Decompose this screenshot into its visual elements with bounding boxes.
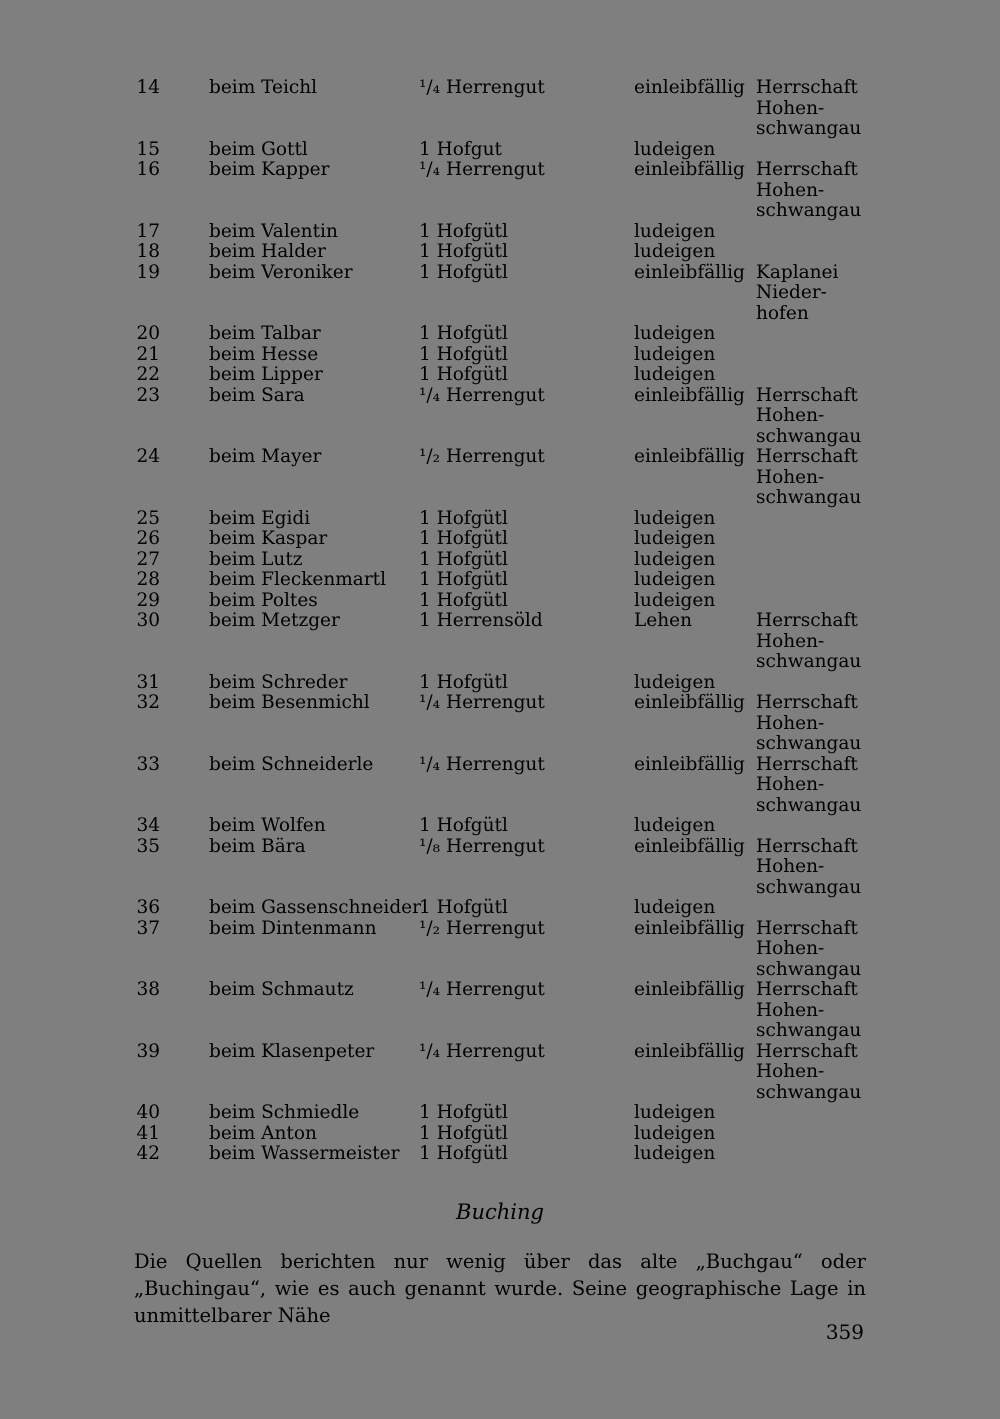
farm-name: beim Kaspar [209, 528, 328, 549]
tenure-status: ludeigen [634, 1102, 716, 1123]
tenure-status: ludeigen [634, 548, 716, 570]
farm-size: 1 Hofgütl [419, 815, 508, 836]
farm-name: beim Halder [209, 241, 326, 262]
row-number: 20 [136, 323, 160, 344]
table-row [0, 570, 1000, 591]
row-number: 39 [136, 1040, 160, 1062]
farm-name: beim Gassenschneider [209, 897, 421, 918]
farm-name: beim Besenmichl [209, 692, 370, 713]
row-number: 22 [136, 364, 160, 385]
table-row [0, 263, 1000, 325]
tenure-status: einleibfällig [634, 835, 745, 857]
farm-name: beim Hesse [209, 343, 319, 365]
row-number: 40 [136, 1102, 160, 1123]
table-row [0, 755, 1000, 817]
tenure-status: einleibfällig [634, 692, 745, 713]
row-number: 31 [136, 671, 160, 693]
table-row [0, 529, 1000, 550]
table-row [0, 1042, 1000, 1104]
farm-name: beim Sara [209, 384, 305, 406]
row-number: 38 [136, 979, 160, 1000]
farm-size: ¹/₄ Herrengut [419, 77, 545, 98]
farm-size: ¹/₄ Herrengut [419, 753, 545, 775]
farm-name: beim Schreder [209, 671, 348, 693]
farm-size: 1 Hofgütl [419, 1122, 508, 1144]
row-number: 21 [136, 343, 160, 365]
tenure-status: einleibfällig [634, 753, 745, 775]
table-row [0, 1124, 1000, 1145]
table-row [0, 222, 1000, 243]
row-number: 19 [136, 261, 160, 283]
owner: Herrschaft Hohen- schwangau [756, 917, 862, 980]
tenure-status: Lehen [634, 610, 693, 631]
owner: Herrschaft Hohen- schwangau [756, 753, 862, 816]
farm-size: ¹/₂ Herrengut [419, 446, 545, 467]
tenure-status: ludeigen [634, 528, 716, 549]
table-row [0, 78, 1000, 140]
farm-name: beim Gottl [209, 138, 308, 160]
farm-name: beim Bära [209, 835, 306, 857]
tenure-status: ludeigen [634, 241, 716, 262]
row-number: 37 [136, 917, 160, 939]
farm-size: 1 Hofgütl [419, 241, 508, 262]
table-row [0, 386, 1000, 448]
farm-name: beim Wassermeister [209, 1143, 400, 1164]
row-number: 18 [136, 241, 160, 262]
farm-size: 1 Hofgütl [419, 220, 508, 242]
farm-size: ¹/₄ Herrengut [419, 384, 545, 406]
farm-size: 1 Hofgütl [419, 671, 508, 693]
table-row [0, 898, 1000, 919]
farm-name: beim Fleckenmartl [209, 569, 387, 590]
tenure-status: ludeigen [634, 138, 716, 160]
tenure-status: einleibfällig [634, 384, 745, 406]
tenure-status: ludeigen [634, 323, 716, 344]
table-row [0, 611, 1000, 673]
farm-size: 1 Hofgütl [419, 261, 508, 283]
tenure-status: einleibfällig [634, 979, 745, 1000]
tenure-status: ludeigen [634, 569, 716, 590]
row-number: 24 [136, 446, 160, 467]
farm-size: 1 Herrensöld [419, 610, 543, 631]
tenure-status: ludeigen [634, 507, 716, 529]
table-row [0, 816, 1000, 837]
page-number: 359 [825, 1320, 864, 1344]
row-number: 36 [136, 897, 160, 918]
farm-size: 1 Hofgütl [419, 1143, 508, 1164]
farm-name: beim Valentin [209, 220, 338, 242]
row-number: 32 [136, 692, 160, 713]
table-row [0, 591, 1000, 612]
table-row [0, 980, 1000, 1042]
table-row [0, 160, 1000, 222]
farm-name: beim Schmautz [209, 979, 354, 1000]
table-row [0, 324, 1000, 345]
row-number: 15 [136, 138, 160, 160]
farm-name: beim Poltes [209, 589, 318, 611]
owner: Herrschaft Hohen- schwangau [756, 446, 862, 508]
table-row [0, 242, 1000, 263]
tenure-status: einleibfällig [634, 1040, 745, 1062]
tenure-status: ludeigen [634, 671, 716, 693]
tenure-status: ludeigen [634, 1122, 716, 1144]
owner: Herrschaft Hohen- schwangau [756, 610, 862, 672]
table-row [0, 1144, 1000, 1165]
farm-size: 1 Hofgütl [419, 897, 508, 918]
farm-name: beim Veroniker [209, 261, 353, 283]
row-number: 16 [136, 159, 160, 180]
table-row [0, 673, 1000, 694]
tenure-status: einleibfällig [634, 261, 745, 283]
row-number: 23 [136, 384, 160, 406]
row-number: 26 [136, 528, 160, 549]
row-number: 25 [136, 507, 160, 529]
farm-name: beim Anton [209, 1122, 317, 1144]
tenure-status: ludeigen [634, 220, 716, 242]
farm-size: 1 Hofgütl [419, 323, 508, 344]
table-row [0, 509, 1000, 530]
farm-size: 1 Hofgütl [419, 528, 508, 549]
table-row [0, 365, 1000, 386]
owner: Herrschaft Hohen- schwangau [756, 979, 862, 1041]
tenure-status: einleibfällig [634, 77, 745, 98]
owner: Herrschaft Hohen- schwangau [756, 692, 862, 754]
table-row [0, 140, 1000, 161]
farm-name: beim Teichl [209, 77, 318, 98]
row-number: 30 [136, 610, 160, 631]
farm-size: ¹/₈ Herrengut [419, 835, 545, 857]
owner: Herrschaft Hohen- schwangau [756, 835, 862, 898]
farm-name: beim Wolfen [209, 815, 326, 836]
farm-name: beim Talbar [209, 323, 321, 344]
table-row [0, 1103, 1000, 1124]
farm-name: beim Dintenmann [209, 917, 377, 939]
tenure-status: einleibfällig [634, 446, 745, 467]
owner: Herrschaft Hohen- schwangau [756, 159, 862, 221]
table-row [0, 345, 1000, 366]
farm-name: beim Schmiedle [209, 1102, 360, 1123]
farm-name: beim Lutz [209, 548, 303, 570]
tenure-status: ludeigen [634, 897, 716, 918]
farm-table [0, 78, 1000, 1165]
row-number: 35 [136, 835, 160, 857]
farm-name: beim Egidi [209, 507, 311, 529]
farm-size: ¹/₄ Herrengut [419, 159, 545, 180]
farm-size: ¹/₄ Herrengut [419, 692, 545, 713]
farm-name: beim Metzger [209, 610, 340, 631]
tenure-status: ludeigen [634, 815, 716, 836]
row-number: 27 [136, 548, 160, 570]
body-paragraph: Die Quellen berichten nur wenig über das alte „Buchgau“ oder „Buchingau“, wie es auch genannt wurde. Seine geographische Lage in unmittelbarer Nähe [134, 1250, 866, 1327]
farm-name: beim Mayer [209, 446, 322, 467]
farm-size: ¹/₄ Herrengut [419, 979, 545, 1000]
row-number: 17 [136, 220, 160, 242]
farm-size: 1 Hofgütl [419, 1102, 508, 1123]
table-row [0, 837, 1000, 899]
row-number: 34 [136, 815, 160, 836]
owner: Herrschaft Hohen- schwangau [756, 384, 862, 447]
owner: Kaplanei Nieder- hofen [756, 261, 839, 324]
row-number: 41 [136, 1122, 160, 1144]
tenure-status: ludeigen [634, 343, 716, 365]
row-number: 14 [136, 77, 160, 98]
farm-size: 1 Hofgütl [419, 569, 508, 590]
farm-name: beim Kapper [209, 159, 330, 180]
farm-name: beim Lipper [209, 364, 323, 385]
owner: Herrschaft Hohen- schwangau [756, 1040, 862, 1103]
farm-size: 1 Hofgut [419, 138, 502, 160]
farm-size: 1 Hofgütl [419, 548, 508, 570]
tenure-status: einleibfällig [634, 159, 745, 180]
farm-size: ¹/₂ Herrengut [419, 917, 545, 939]
farm-size: 1 Hofgütl [419, 507, 508, 529]
table-row [0, 550, 1000, 571]
tenure-status: einleibfällig [634, 917, 745, 939]
table-row [0, 693, 1000, 755]
table-row [0, 919, 1000, 981]
row-number: 28 [136, 569, 160, 590]
farm-size: 1 Hofgütl [419, 589, 508, 611]
table-row [0, 447, 1000, 509]
farm-size: 1 Hofgütl [419, 343, 508, 365]
tenure-status: ludeigen [634, 589, 716, 611]
owner: Herrschaft Hohen- schwangau [756, 77, 862, 139]
tenure-status: ludeigen [634, 1143, 716, 1164]
farm-name: beim Schneiderle [209, 753, 374, 775]
section-title: Buching [456, 1200, 544, 1224]
row-number: 33 [136, 753, 160, 775]
row-number: 42 [136, 1143, 160, 1164]
tenure-status: ludeigen [634, 364, 716, 385]
farm-size: 1 Hofgütl [419, 364, 508, 385]
farm-size: ¹/₄ Herrengut [419, 1040, 545, 1062]
row-number: 29 [136, 589, 160, 611]
farm-name: beim Klasenpeter [209, 1040, 375, 1062]
